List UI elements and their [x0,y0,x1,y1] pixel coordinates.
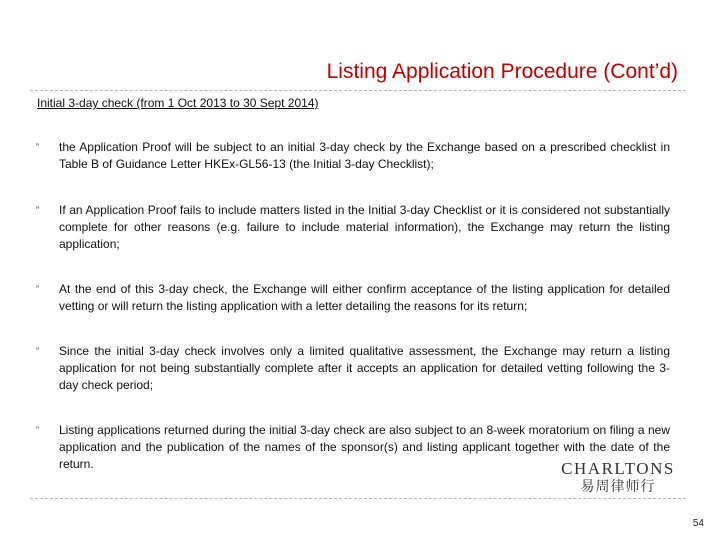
bullet-marker: ” [36,425,39,435]
bullet-text: Listing applications returned during the initial 3-day check are also subject to an 8-week moratorium on filing a new application and the publication of the names of the sponsor(s) and listing applicant together with the date of the return. [59,423,670,471]
bullet-item [36,202,670,253]
bullet-marker: ” [36,284,39,294]
charltons-logo [554,459,682,495]
bullet-item [36,139,670,173]
bullet-text: If an Application Proof fails to include matters listed in the Initial 3-day Checklist or it is considered not substantially complete for other reasons (e.g. failure to include material information), the Exchange may return the listing application; [59,203,670,251]
logo-name-en: CHARLTONS [561,459,675,478]
logo-name-cn: 易周律师行 [580,479,656,495]
bullet-marker: ” [36,346,39,356]
bullet-text: At the end of this 3-day check, the Exchange will either confirm acceptance of the listing application for detailed vetting or will return the listing application with a letter detailing the reasons for its return; [59,282,670,313]
bottom-divider [30,498,686,499]
page-number: 54 [692,518,704,529]
bullet-text: the Application Proof will be subject to an initial 3-day check by the Exchange based on a prescribed checklist in Table B of Guidance Letter HKEx-GL56-13 (the Initial 3-day Checklist); [59,140,670,171]
slide-title: Listing Application Procedure (Cont’d) [326,60,678,83]
bullet-item [36,281,670,315]
bullet-item [36,343,670,394]
bullet-text: Since the initial 3-day check involves only a limited qualitative assessment, the Exchange may return a listing application for not being substantially complete after it accepts an application for detailed vetting following the 3-day check period; [59,344,670,392]
section-subheading: Initial 3-day check (from 1 Oct 2013 to 30 Sept 2014) [37,96,319,110]
bullet-marker: ” [36,142,39,152]
bullet-marker: ” [36,205,39,215]
